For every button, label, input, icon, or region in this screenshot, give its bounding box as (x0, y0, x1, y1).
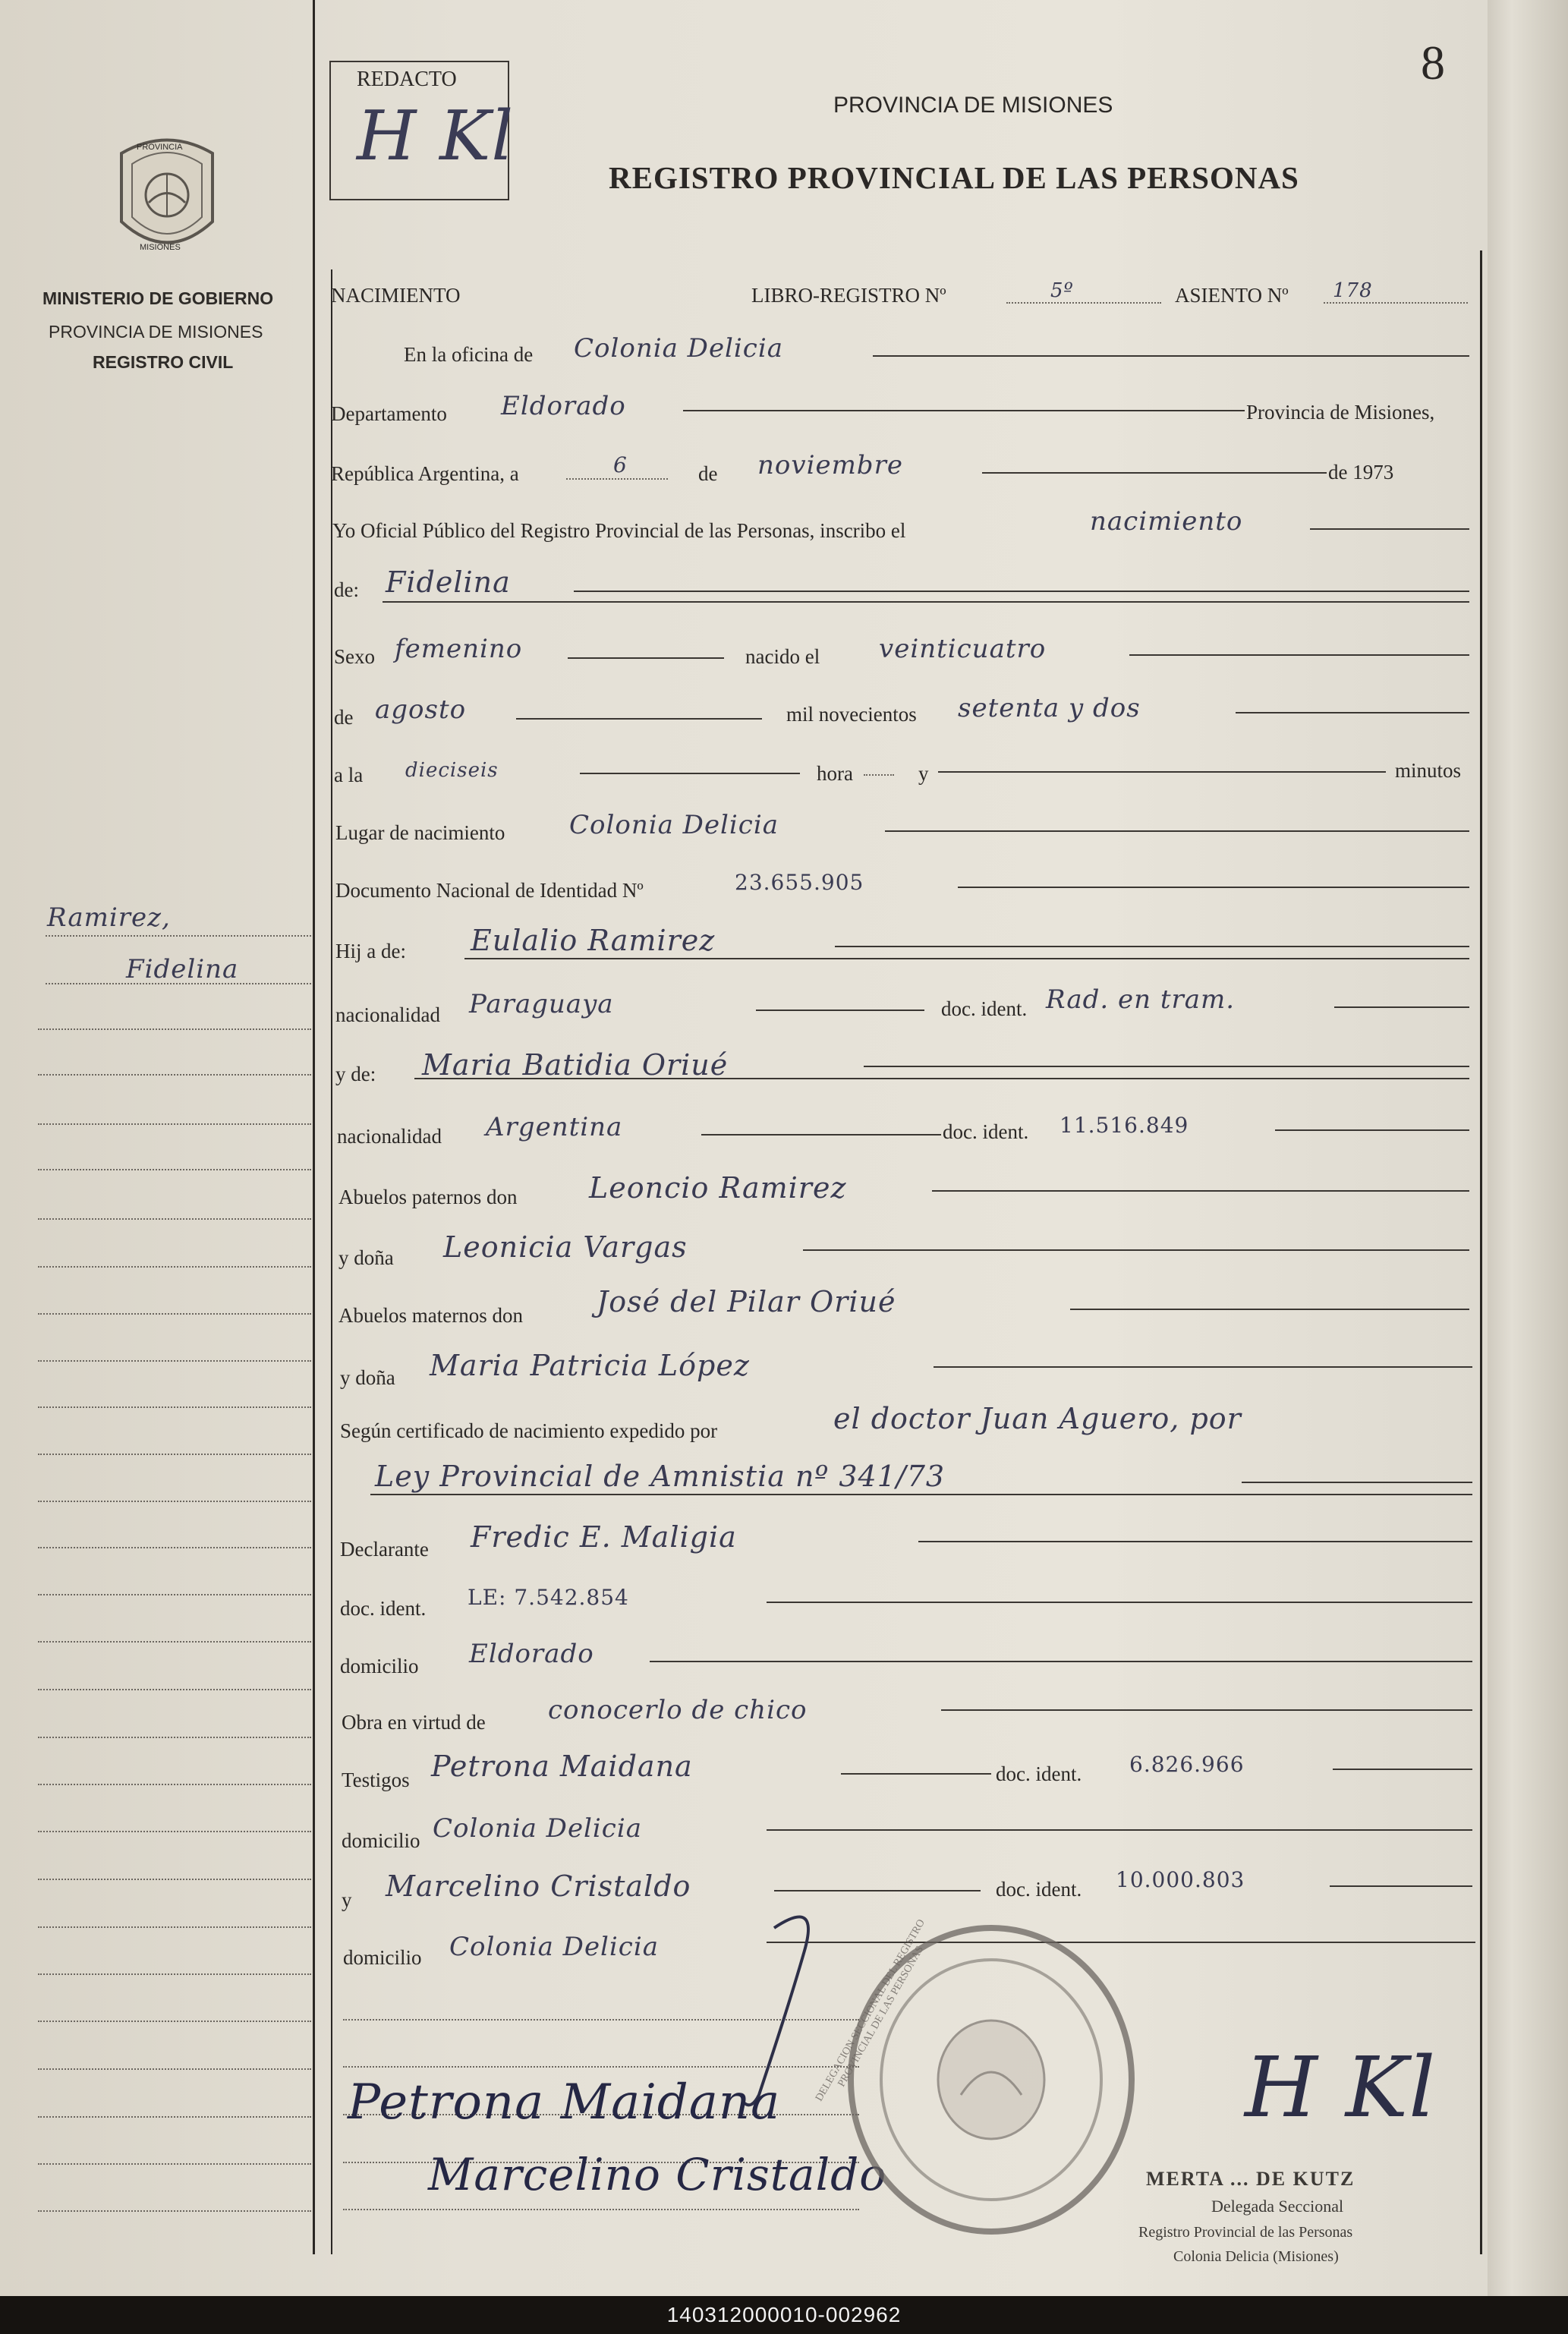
margin-surname: Ramirez, (47, 902, 171, 933)
ala-label: a la (334, 764, 364, 786)
dia-value: 6 (613, 452, 628, 477)
cert-value: el doctor Juan Aguero, por (833, 1402, 1242, 1435)
docd-value: LE: 7.542.854 (468, 1585, 629, 1610)
round-seal-icon (839, 1920, 1143, 2239)
redacto-label: REDACTO (357, 68, 457, 91)
doct1-value: 6.826.966 (1129, 1752, 1245, 1777)
margin-divider (313, 0, 315, 2254)
dni-value: 23.655.905 (735, 870, 864, 895)
sexo-label: Sexo (334, 645, 375, 668)
doc1-label: doc. ident. (941, 997, 1028, 1020)
obra-label: Obra en virtud de (342, 1711, 486, 1734)
redacto-initials: H Kl (357, 96, 515, 176)
nac2-value: Argentina (486, 1112, 623, 1142)
minutos-label: minutos (1395, 759, 1462, 782)
official-stamp-line4: Colonia Delicia (Misiones) (1173, 2248, 1339, 2265)
de-label: de (698, 462, 718, 485)
footer-id: 140312000010-002962 (0, 2296, 1568, 2334)
witness-signature-2: Marcelino Cristaldo (428, 2149, 887, 2200)
test-label: Testigos (342, 1769, 410, 1791)
lugar-label: Lugar de nacimiento (335, 821, 505, 844)
departamento-value: Eldorado (501, 391, 626, 421)
oficina-label: En la oficina de (404, 343, 534, 366)
nac1-value: Paraguaya (469, 989, 614, 1019)
oficina-value: Colonia Delicia (574, 333, 783, 364)
provincia-suffix: Provincia de Misiones, (1246, 401, 1435, 424)
anio-nac-value: setenta y dos (958, 693, 1141, 723)
form-left-border (331, 269, 332, 2254)
official-signature: H Kl (1245, 2039, 1437, 2136)
dom2-label: domicilio (342, 1829, 420, 1852)
nacido-label: nacido el (745, 645, 820, 668)
oficial-value: nacimiento (1090, 506, 1243, 537)
test1-value: Petrona Maidana (431, 1750, 693, 1783)
dom3-label: domicilio (343, 1946, 422, 1969)
lugar-value: Colonia Delicia (569, 810, 779, 840)
round-seal-text: DELEGACION SECCIONAL DEL REGISTRO PROVINCIAL DE LAS PERSONAS (813, 1917, 927, 2104)
sexo-value: femenino (395, 634, 523, 664)
witness-signature-1: Petrona Maidana (348, 2074, 781, 2131)
cert-label: Según certificado de nacimiento expedido por (340, 1419, 718, 1442)
dom1-label: domicilio (340, 1655, 419, 1677)
obra-value: conocerlo de chico (548, 1695, 808, 1725)
anio-label: de 1973 (1328, 461, 1394, 483)
doct1-label: doc. ident. (996, 1762, 1082, 1785)
ministry-line3: REGISTRO CIVIL (93, 352, 234, 372)
doc1-value: Rad. en tram. (1046, 984, 1236, 1015)
decl-value: Fredic E. Maligia (471, 1520, 737, 1554)
hija-label: Hij a de: (335, 940, 406, 962)
yde-label: y de: (335, 1063, 376, 1085)
header-province: PROVINCIA DE MISIONES (833, 93, 1113, 118)
nac2-label: nacionalidad (337, 1125, 442, 1148)
de3-label: de (334, 706, 354, 729)
abp2-value: Leonicia Vargas (443, 1230, 688, 1264)
ministry-line2: PROVINCIA DE MISIONES (49, 322, 263, 342)
doc2-label: doc. ident. (943, 1120, 1029, 1143)
form-right-border (1480, 250, 1482, 2254)
mes-nac-value: agosto (375, 695, 467, 725)
abp-label: Abuelos paternos don (338, 1186, 518, 1208)
doc2-value: 11.516.849 (1060, 1113, 1189, 1138)
page-number: 8 (1421, 36, 1445, 90)
decl-label: Declarante (340, 1538, 429, 1561)
padre-value: Eulalio Ramirez (471, 924, 716, 957)
page-edge (1488, 0, 1568, 2296)
dom2-value: Colonia Delicia (433, 1813, 642, 1844)
dom1-value: Eldorado (469, 1639, 594, 1669)
dni-label: Documento Nacional de Identidad Nº (335, 879, 644, 902)
hora-label: hora (817, 762, 853, 785)
dom3-value: Colonia Delicia (449, 1932, 659, 1962)
de2-label: de: (334, 578, 359, 601)
nac1-label: nacionalidad (335, 1003, 440, 1026)
seal-top-text: PROVINCIA (137, 143, 183, 152)
mil-label: mil novecientos (786, 703, 917, 726)
departamento-label: Departamento (331, 402, 447, 425)
mes-value: noviembre (757, 450, 903, 480)
official-stamp-name: MERTA ... DE KUTZ (1146, 2168, 1355, 2190)
doct2-value: 10.000.803 (1116, 1867, 1245, 1892)
libro-label: LIBRO-REGISTRO Nº (751, 284, 946, 307)
y-label: y (918, 762, 929, 785)
asiento-label: ASIENTO Nº (1175, 284, 1289, 307)
abm2-value: Maria Patricia López (430, 1349, 750, 1382)
libro-value: 5º (1050, 279, 1074, 302)
official-stamp-line2: Delegada Seccional (1211, 2197, 1344, 2216)
margin-name: Fidelina (126, 954, 239, 984)
republica-label: República Argentina, a (331, 462, 519, 485)
seal-bottom-text: MISIONES (140, 243, 181, 252)
nacido-value: veinticuatro (879, 634, 1047, 664)
ministry-line1: MINISTERIO DE GOBIERNO (43, 288, 274, 308)
madre-value: Maria Batidia Oriué (422, 1048, 729, 1082)
header-registry: REGISTRO PROVINCIAL DE LAS PERSONAS (609, 160, 1299, 195)
ydona2-label: y doña (340, 1366, 395, 1389)
asiento-value: 178 (1333, 279, 1373, 302)
ydona1-label: y doña (338, 1246, 394, 1269)
cert-value2: Ley Provincial de Amnistia nº 341/73 (375, 1460, 946, 1493)
abp-value: Leoncio Ramirez (589, 1171, 847, 1205)
official-stamp-line3: Registro Provincial de las Personas (1138, 2224, 1353, 2241)
abm-label: Abuelos maternos don (338, 1304, 523, 1327)
test2-value: Marcelino Cristaldo (386, 1869, 691, 1903)
nombre-value: Fidelina (386, 565, 511, 599)
y2-label: y (342, 1888, 352, 1911)
hora-value: dieciseis (405, 759, 499, 782)
docd-label: doc. ident. (340, 1597, 427, 1620)
doct2-label: doc. ident. (996, 1878, 1082, 1901)
record-title: NACIMIENTO (331, 284, 461, 307)
oficial-label: Yo Oficial Público del Registro Provincial de las Personas, inscribo el (332, 519, 906, 542)
abm-value: José del Pilar Oriué (597, 1285, 896, 1318)
